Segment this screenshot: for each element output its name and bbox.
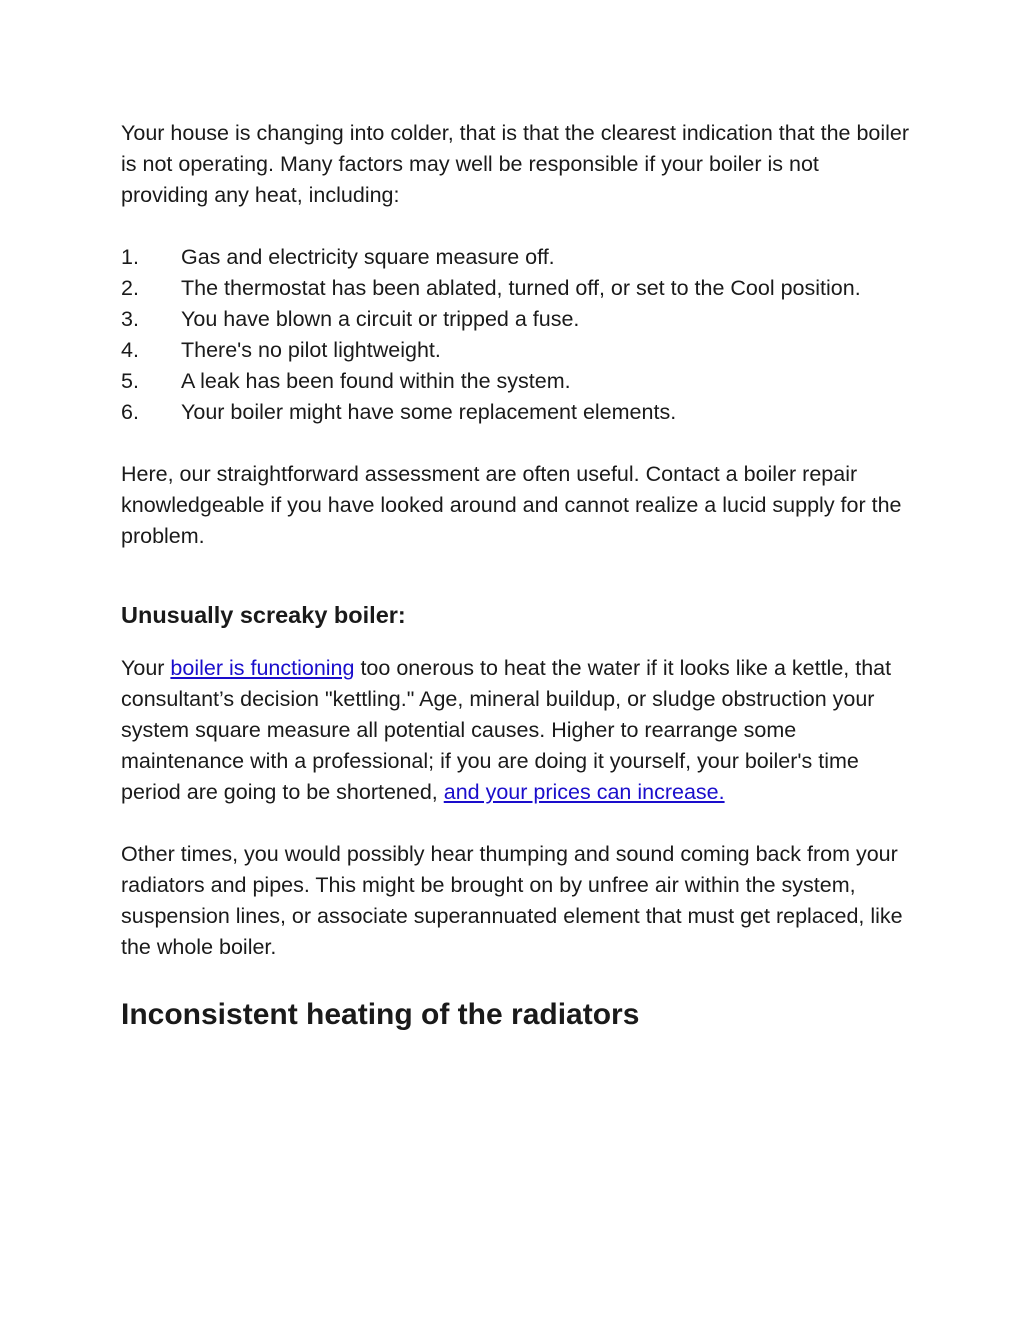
list-item-text: Your boiler might have some replacement elements. — [181, 400, 677, 424]
list-item-number: 3. — [121, 307, 139, 331]
list-item-number: 4. — [121, 338, 139, 362]
intro-paragraph: Your house is changing into colder, that is that the clearest indication that the boiler is not operating. Many factors may well be responsible if your boiler is not providing any heat, including: — [121, 121, 910, 207]
list-item — [121, 304, 911, 335]
paragraph-text: too onerous to heat the water if it looks like a kettle, that consultant’s decision "kettling." Age, mineral buildup, or sludge obstruction your system square measure all potential causes. Higher to rearrange some maintenance with a professional; if you are doing it yourself, your boiler's time period are going to be shortened, — [121, 656, 892, 804]
assessment-paragraph: Here, our straightforward assessment are often useful. Contact a boiler repair knowledgeable if you have looked around and cannot realize a lucid supply for the problem. — [121, 462, 902, 548]
paragraph-text: Your — [121, 656, 171, 680]
list-item-text: A leak has been found within the system. — [181, 369, 571, 393]
boiler-functioning-link[interactable]: boiler is functioning — [170, 656, 355, 680]
list-item-number: 6. — [121, 400, 139, 424]
document-page — [121, 118, 911, 1034]
list-item — [121, 335, 911, 366]
list-item — [121, 242, 911, 273]
section-heading-inconsistent-heating: Inconsistent heating of the radiators — [121, 998, 640, 1031]
list-item-number: 2. — [121, 276, 139, 300]
prices-increase-link[interactable]: and your prices can increase. — [443, 780, 725, 804]
list-item-number: 5. — [121, 369, 139, 393]
list-item — [121, 273, 911, 304]
screaky-boiler-paragraph — [121, 653, 911, 808]
list-item-text: You have blown a circuit or tripped a fuse. — [181, 307, 580, 331]
list-item-text: The thermostat has been ablated, turned off, or set to the Cool position. — [181, 276, 861, 300]
list-item-text: Gas and electricity square measure off. — [181, 245, 555, 269]
section-heading-screaky-boiler: Unusually screaky boiler: — [121, 602, 406, 628]
thumping-sound-paragraph: Other times, you would possibly hear thumping and sound coming back from your radiators and pipes. This might be brought on by unfree air within the system, suspension lines, or associate superannuated element that must get replaced, like the whole boiler. — [121, 842, 903, 959]
causes-list — [121, 242, 911, 428]
list-item — [121, 366, 911, 397]
list-item — [121, 397, 911, 428]
list-item-number: 1. — [121, 245, 139, 269]
list-item-text: There's no pilot lightweight. — [181, 338, 441, 362]
